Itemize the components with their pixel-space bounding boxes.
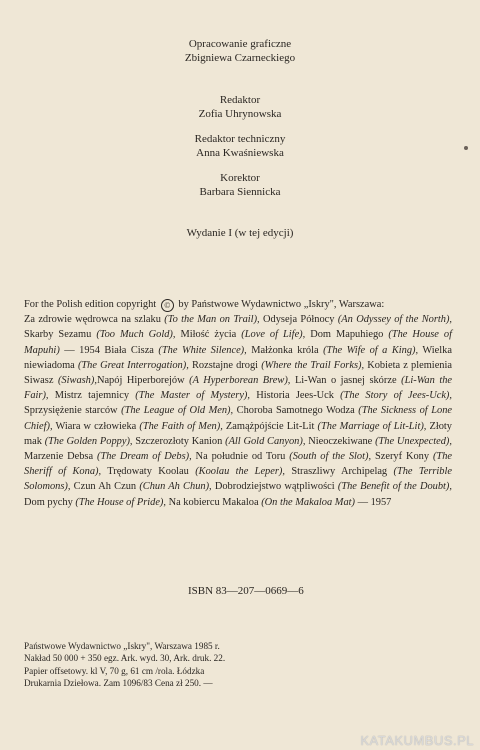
- credit-name: Zbigniewa Czarneckiego: [184, 52, 296, 64]
- story-list: Za zdrowie wędrowca na szlaku (To the Man on Trail), Odyseja Północy (An Odyssey of the North), Skarby Sezamu (Too Much Gold), Miłość życia (Love of Life), Dom Mapuhiego (The House of Mapuhi) — 1954 Biała Cisza (The White Silence), Małżonka króla (The Wife of a King), Wielka niewiadoma (The Great Interrogation), Rozstajne drogi (Where the Trail Forks), Kobieta z plemienia Siwasz (Siwash),Napój Hiperborejów (A Hyperborean Brew), Li-Wan o jasnej skórze (Li-Wan the Fair), Mistrz tajemnicy (The Master of Mystery), Historia Jees-Uck (The Story of Jees-Uck), Sprzysiężenie starców (The League of Old Men), Choroba Samotnego Wodza (The Sickness of Lone Chief), Wiara w człowieka (The Faith of Men), Zamążpójście Lit-Lit (The Marriage of Lit-Lit), Złoty mak (The Golden Poppy), Szczerozłoty Kanion (All Gold Canyon), Nieoczekiwane (The Unexpected), Marzenie Debsa (The Dream of Debs), Na południe od Toru (South of the Slot), Szeryf Kony (The Sheriff of Kona), Trędowaty Koolau (Koolau the Leper), Straszliwy Archipelag (The Terrible Solomons), Czun Ah Czun (Chun Ah Chun), Dobrodziejstwo wątpliwości (The Benefit of the Doubt), Dom pychy (The House of Pride), Na kobiercu Makaloa (On the Makaloa Mat) — 1957: [24, 314, 453, 508]
- edition-note: [0, 226, 480, 240]
- paper-speck: [464, 146, 468, 150]
- credit-name: Anna Kwaśniewska: [196, 147, 284, 159]
- proofreader-credit: [0, 171, 480, 199]
- printing-imprint: [24, 640, 324, 690]
- isbn-number: ISBN 83—207—0669—6: [188, 585, 304, 597]
- imprint-line: Papier offsetowy. kl V, 70 g, 61 cm /rola. Łódzka: [24, 665, 205, 676]
- credit-name: Zofia Uhrynowska: [198, 108, 282, 120]
- editor-credit: [0, 93, 480, 121]
- copyright-icon: ©: [161, 299, 174, 312]
- copyright-notice: [24, 297, 452, 510]
- credit-role: Korektor: [220, 172, 260, 184]
- credit-role: Redaktor techniczny: [194, 133, 286, 145]
- copyright-line: For the Polish edition copyright © by Państwowe Wydawnictwo „Iskry", Warszawa:: [24, 299, 385, 310]
- edition-label: Wydanie I (w tej edycji): [186, 227, 294, 239]
- technical-editor-credit: [0, 132, 480, 160]
- credit-name: Barbara Siennicka: [199, 186, 281, 198]
- site-watermark: KATAKUMBUS.PL: [360, 733, 474, 748]
- imprint-line: Nakład 50 000 + 350 egz. Ark. wyd. 30, Ark. druk. 22.: [24, 653, 226, 664]
- graphic-design-credit: [0, 37, 480, 65]
- credit-role: Redaktor: [219, 94, 261, 106]
- credit-role: Opracowanie graficzne: [188, 38, 292, 50]
- imprint-line: Państwowe Wydawnictwo „Iskry", Warszawa 1985 r.: [24, 641, 220, 651]
- imprint-line: Drukarnia Dziełowa. Zam 1096/83 Cena zł 250. —: [24, 678, 213, 689]
